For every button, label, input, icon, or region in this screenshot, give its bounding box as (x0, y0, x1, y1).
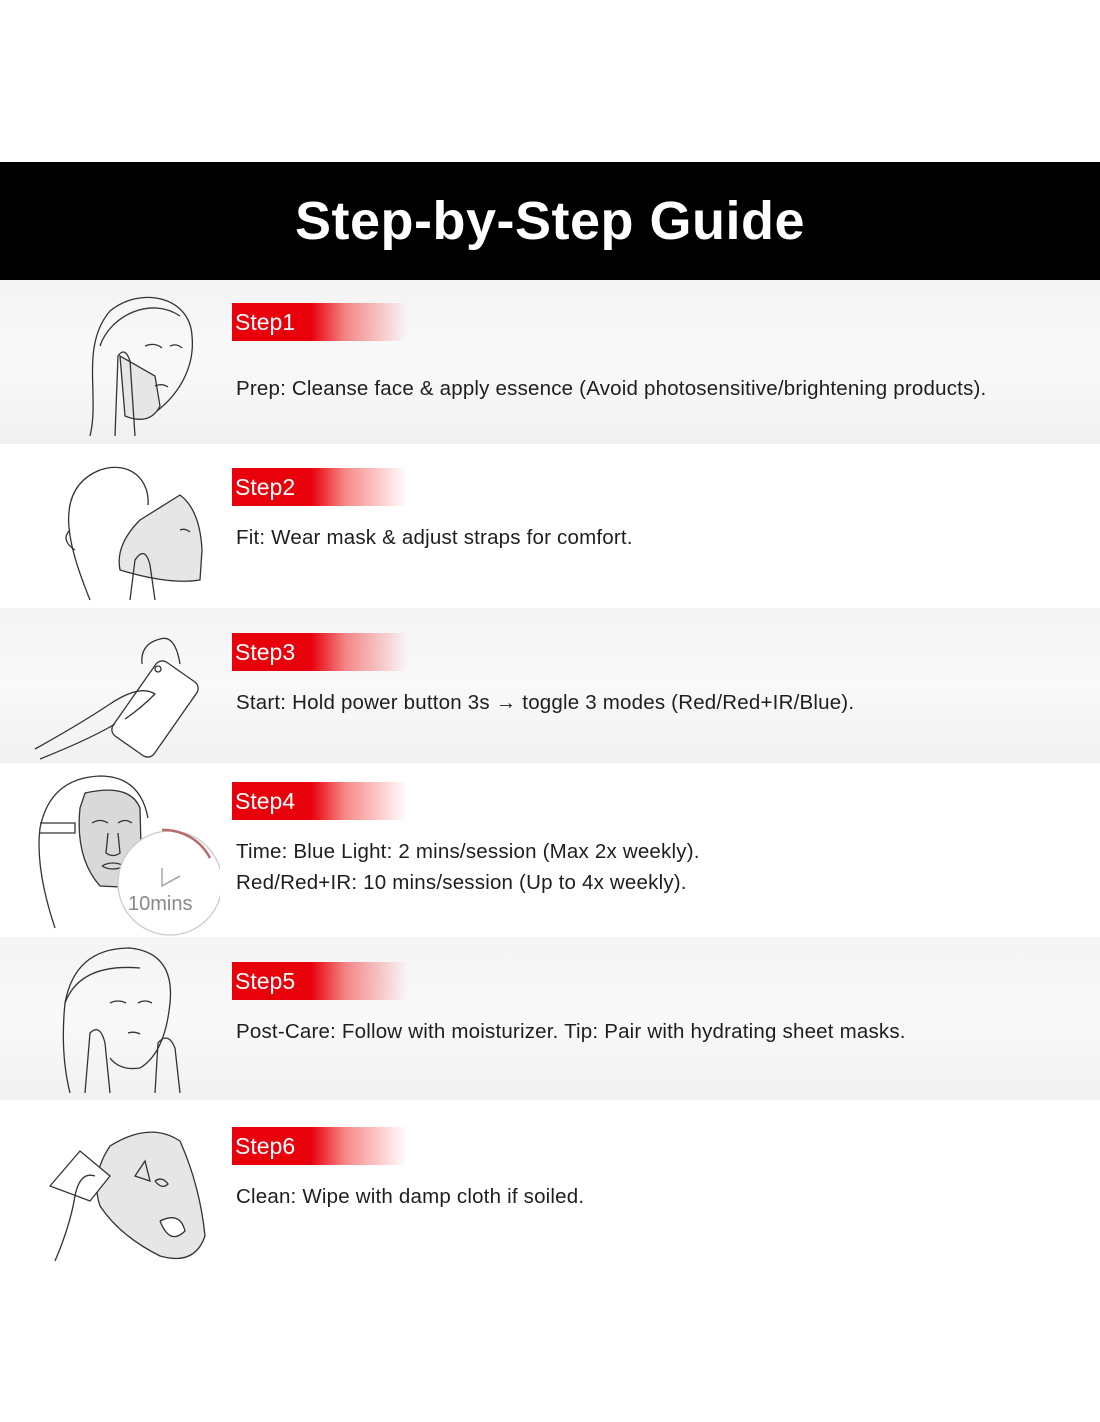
wearing-mask-illustration (30, 450, 220, 605)
mask-timer-illustration (30, 768, 220, 938)
step-badge: Step1 (232, 303, 407, 341)
step-badge: Step6 (232, 1127, 407, 1165)
step-text-line: Fit: Wear mask & adjust straps for comfort. (236, 526, 633, 549)
step-description (236, 522, 633, 553)
step-text-line: Prep: Cleanse face & apply essence (Avoid photosensitive/brightening products). (236, 377, 987, 400)
step-text-line: Red/Red+IR: 10 mins/session (Up to 4x weekly). (236, 871, 687, 894)
step-description (236, 373, 986, 404)
moisturizing-illustration (30, 943, 220, 1098)
step-text-line: Time: Blue Light: 2 mins/session (Max 2x weekly). (236, 840, 700, 863)
step-text-line: Clean: Wipe with damp cloth if soiled. (236, 1185, 585, 1208)
controller-hand-illustration (30, 614, 220, 769)
face-cleansing-illustration (30, 286, 220, 441)
step-text-line: Post-Care: Follow with moisturizer. Tip: Pair with hydrating sheet masks. (236, 1020, 906, 1043)
page-title: Step-by-Step Guide (294, 191, 806, 251)
step-5-row (0, 937, 1100, 1100)
step-3-row (0, 608, 1100, 763)
step-2-row (0, 444, 1100, 608)
step-1-row (0, 280, 1100, 444)
header-banner (0, 162, 1100, 280)
step-description (236, 836, 700, 898)
cleaning-mask-illustration (20, 1106, 210, 1261)
step-description (236, 1016, 906, 1047)
step-6-row (0, 1100, 1100, 1265)
timer-label: 10mins (128, 893, 193, 915)
step-4-row (0, 763, 1100, 937)
step-badge: Step4 (232, 782, 407, 820)
step-description (236, 1181, 584, 1212)
step-description (236, 687, 854, 718)
step-badge: Step5 (232, 962, 407, 1000)
step-badge: Step3 (232, 633, 407, 671)
step-badge: Step2 (232, 468, 407, 506)
step-text-line: Start: Hold power button 3s → toggle 3 modes (Red/Red+IR/Blue). (236, 691, 855, 714)
